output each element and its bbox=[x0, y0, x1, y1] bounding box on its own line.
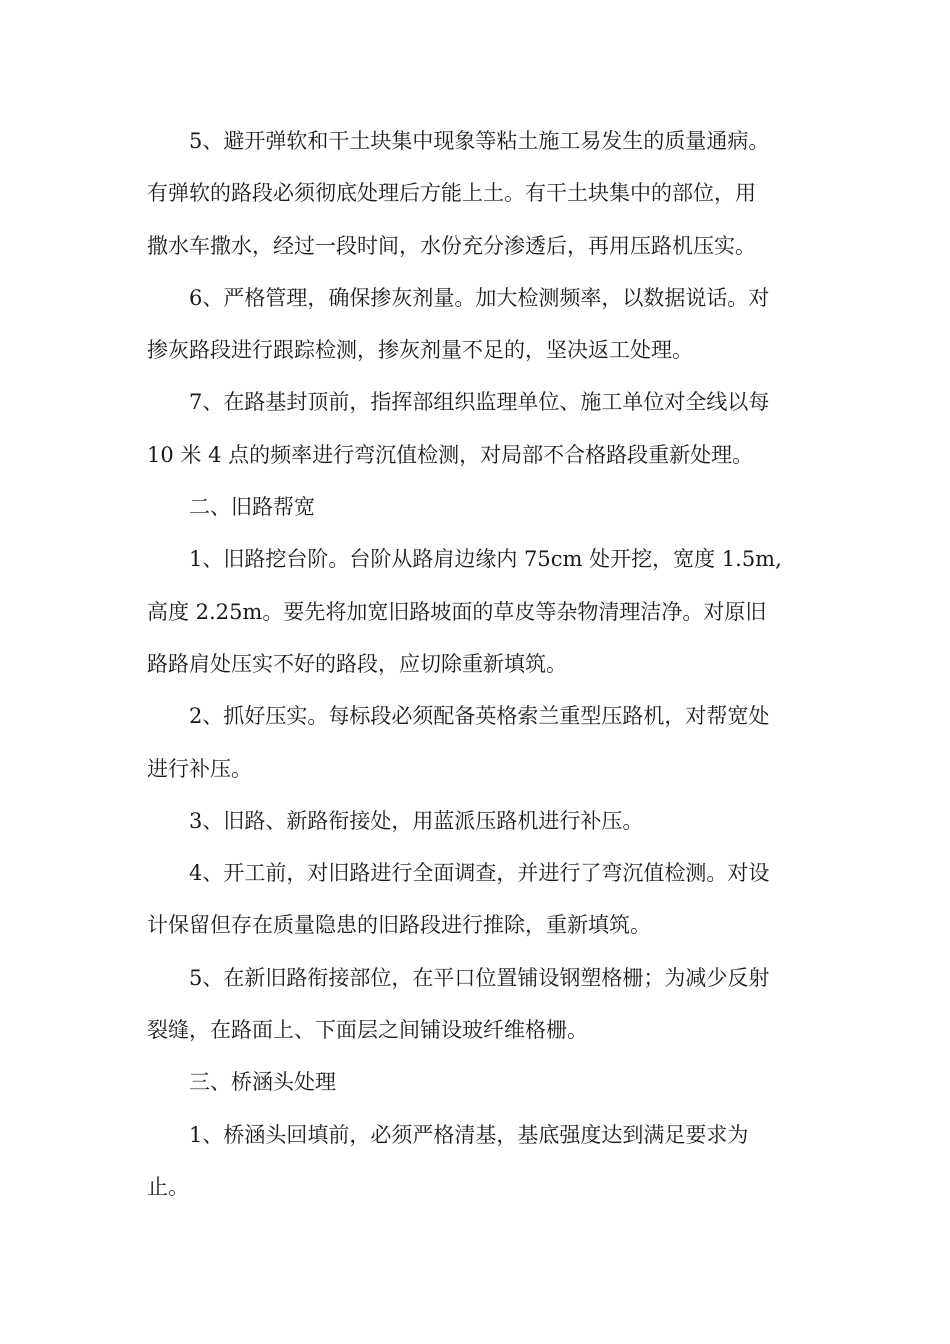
paragraph-widen-2 bbox=[147, 690, 807, 795]
paragraph-widen-4 bbox=[147, 847, 807, 952]
paragraph-item-7-deflection bbox=[147, 376, 807, 481]
text-line: 2、抓好压实。每标段必须配备英格索兰重型压路机，对帮宽处 bbox=[189, 704, 770, 729]
section-heading-old-road-widening bbox=[147, 481, 807, 533]
text-line: 计保留但存在质量隐患的旧路段进行推除，重新填筑。 bbox=[147, 913, 651, 938]
text-line: 1、桥涵头回填前，必须严格清基，基底强度达到满足要求为 bbox=[189, 1122, 749, 1147]
text-line: 5、避开弹软和干土块集中现象等粘土施工易发生的质量通病。 bbox=[189, 129, 770, 153]
text-line: 裂缝，在路面上、下面层之间铺设玻纤维格栅。 bbox=[147, 1018, 588, 1043]
text-line: 高度 2.25m。要先将加宽旧路坡面的草皮等杂物清理洁净。对原旧 bbox=[147, 599, 767, 624]
paragraph-item-5-quality bbox=[147, 115, 807, 272]
paragraph-bridge-1 bbox=[147, 1109, 807, 1214]
paragraph-widen-3 bbox=[147, 795, 807, 847]
text-line: 掺灰路段进行跟踪检测，掺灰剂量不足的，坚决返工处理。 bbox=[147, 338, 693, 363]
document-body bbox=[147, 115, 807, 1213]
paragraph-widen-5 bbox=[147, 952, 807, 1057]
paragraph-widen-1 bbox=[147, 533, 807, 690]
text-line: 6、严格管理，确保掺灰剂量。加大检测频率，以数据说话。对 bbox=[189, 285, 770, 310]
text-line: 路路肩处压实不好的路段，应切除重新填筑。 bbox=[147, 651, 567, 676]
text-line: 4、开工前，对旧路进行全面调查，并进行了弯沉值检测。对设 bbox=[189, 861, 770, 886]
text-line: 有弹软的路段必须彻底处理后方能上土。有干土块集中的部位，用 bbox=[147, 181, 756, 206]
text-line: 10 米 4 点的频率进行弯沉值检测，对局部不合格路段重新处理。 bbox=[147, 442, 754, 467]
heading-text: 二、旧路帮宽 bbox=[189, 495, 315, 520]
text-line: 7、在路基封顶前，指挥部组织监理单位、施工单位对全线以每 bbox=[189, 390, 770, 415]
section-heading-bridge-culvert bbox=[147, 1056, 807, 1108]
text-line: 进行补压。 bbox=[147, 756, 252, 781]
text-line: 5、在新旧路衔接部位，在平口位置铺设钢塑格栅；为减少反射 bbox=[189, 965, 770, 990]
text-line: 3、旧路、新路衔接处，用蓝派压路机进行补压。 bbox=[189, 808, 644, 833]
text-line: 1、旧路挖台阶。台阶从路肩边缘内 75cm 处开挖，宽度 1.5m, bbox=[189, 547, 782, 572]
text-line: 撒水车撒水，经过一段时间，水份充分渗透后，再用压路机压实。 bbox=[147, 233, 756, 258]
text-line: 止。 bbox=[147, 1174, 189, 1199]
heading-text: 三、桥涵头处理 bbox=[189, 1070, 336, 1095]
paragraph-item-6-management bbox=[147, 272, 807, 377]
